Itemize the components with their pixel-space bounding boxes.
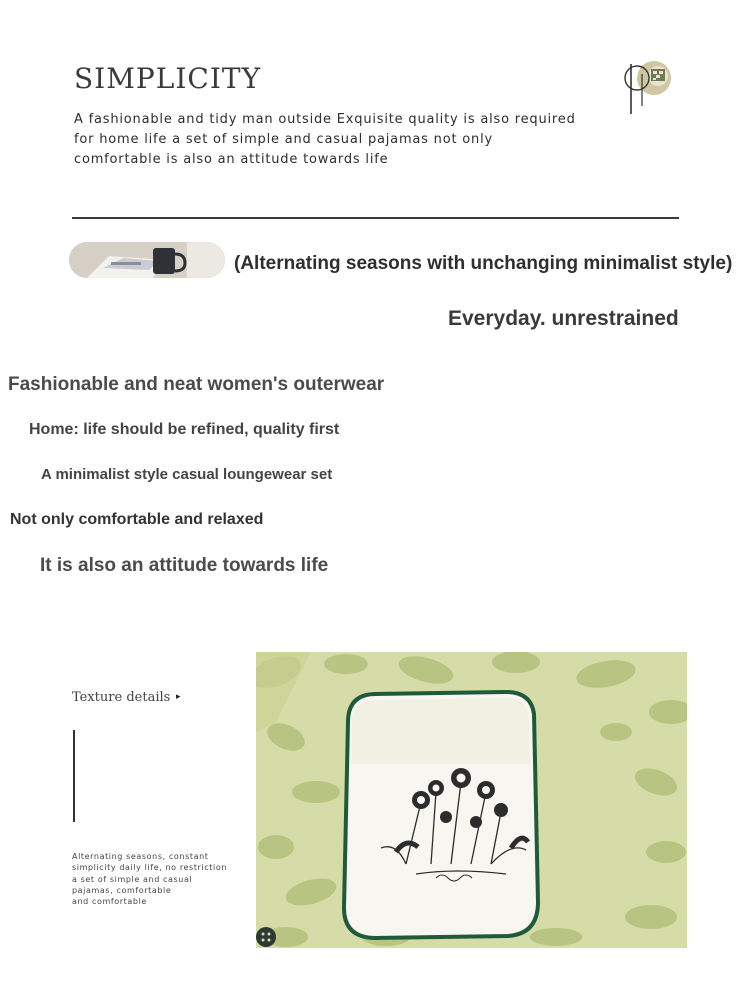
feature-line: A minimalist style casual loungewear set: [41, 466, 333, 483]
banner-tagline: (Alternating seasons with unchanging minimalist style): [234, 253, 733, 274]
intro-paragraph: [74, 110, 574, 170]
description-line: Alternating seasons, constant: [72, 852, 209, 861]
feature-line: Home: life should be refined, quality first: [29, 421, 340, 438]
monogram-logo-icon: [618, 56, 682, 120]
description-line: pajamas, comfortable: [72, 885, 172, 895]
texture-description: [72, 851, 242, 907]
fabric-detail-photo: [256, 652, 687, 948]
banner-subtagline: Everyday. unrestrained: [448, 307, 679, 330]
page-title: SIMPLICITY: [74, 62, 262, 95]
feature-line: Fashionable and neat women's outerwear: [8, 374, 385, 395]
description-line: simplicity daily life, no restriction: [72, 863, 227, 873]
feature-line: It is also an attitude towards life: [40, 555, 329, 576]
intro-line: comfortable is also an attitude towards life: [74, 152, 389, 167]
intro-line: for home life a set of simple and casual pajamas not only: [74, 132, 494, 147]
description-line: a set of simple and casual: [72, 874, 193, 884]
arrow-right-icon: ▸: [176, 692, 181, 702]
banner-thumbnail-image: [69, 242, 225, 278]
texture-details-label: Texture details: [72, 690, 171, 705]
vertical-divider: [73, 730, 75, 822]
description-line: and comfortable: [72, 897, 147, 907]
divider: [72, 217, 679, 219]
intro-line: A fashionable and tidy man outside Exquisite quality is also required: [74, 112, 576, 127]
feature-line: Not only comfortable and relaxed: [10, 511, 264, 528]
